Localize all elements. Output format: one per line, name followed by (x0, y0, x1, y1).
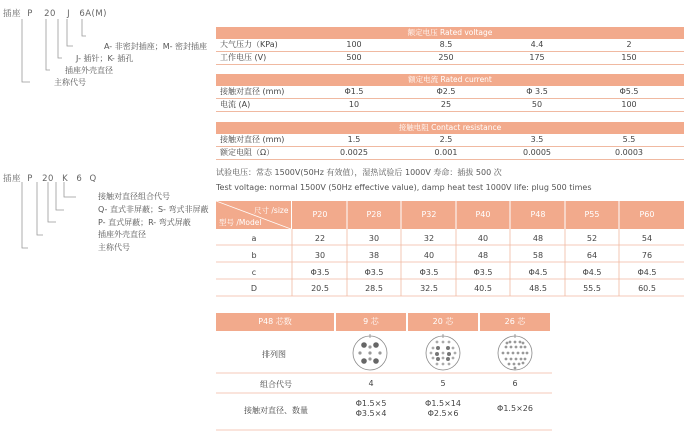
row-label-code: 组合代号 (260, 380, 292, 389)
code2-label-4: 主称代号 (98, 243, 130, 252)
cell: 10 (348, 100, 360, 109)
cell: Φ4.5 (637, 268, 657, 277)
cell: 500 (346, 53, 362, 62)
code1-chars (3, 7, 107, 19)
contact-spec: Φ3.5×4 (355, 409, 387, 418)
cell: 32 (423, 234, 435, 243)
table-row (216, 39, 684, 52)
code1-label-0: A- 非密封插座；M- 密封插座 (104, 42, 208, 51)
test-note-en: Test voltage: normal 1500V (50Hz effective value), damp heat test 1000V life: plug 500 times (216, 183, 592, 192)
col-header: P48 (530, 210, 546, 219)
cell: 30 (314, 251, 326, 260)
cell: 32.5 (420, 284, 438, 293)
code1-char-diameter: 20 (44, 9, 56, 19)
cores-table (216, 313, 552, 431)
cell: Φ4.5 (528, 268, 548, 277)
cell: 0.0005 (523, 148, 551, 157)
cell: 5.5 (622, 135, 636, 144)
current-table (216, 74, 684, 112)
contact-spec: Φ1.5×26 (497, 404, 533, 413)
code1-char-p: P (27, 9, 33, 19)
cell: Φ3.5 (310, 268, 330, 277)
cell: 100 (346, 40, 362, 49)
row-label: 接触对直径 (mm) (220, 135, 285, 144)
cell: 0.001 (434, 148, 458, 157)
cell: 3.5 (530, 135, 544, 144)
col-header: 9 芯 (336, 313, 406, 331)
row-label: D (250, 284, 258, 293)
col-header: P32 (421, 210, 437, 219)
cell: Φ4.5 (582, 268, 602, 277)
voltage-table (216, 27, 684, 65)
cell: 2 (626, 40, 632, 49)
cell: 52 (586, 234, 598, 243)
header-model: 型号 /Model (219, 218, 262, 227)
code2-char-diameter: 20 (42, 174, 54, 184)
cell: 175 (529, 53, 545, 62)
test-note-cn: 试验电压：常态 1500V(50Hz 有效值），湿热试验后 1000V 寿命：插拔 500 次 (216, 168, 502, 177)
cell: 48 (532, 234, 544, 243)
cell: Φ2.5 (436, 87, 456, 96)
cell: 76 (641, 251, 653, 260)
cell: 100 (621, 100, 637, 109)
code2-char-contact: K (62, 174, 69, 184)
dimensions-table (216, 201, 684, 297)
code2-char-prefix: 插座 (3, 174, 22, 184)
current-table-title: 额定电流 Rated current (216, 74, 684, 86)
cell: 40 (477, 234, 489, 243)
col-header: P60 (639, 210, 655, 219)
cell: 20.5 (311, 284, 329, 293)
code2-label-2: P- 直式屏蔽；R- 弯式屏蔽 (98, 218, 191, 227)
cell: 55.5 (583, 284, 601, 293)
col-header: P55 (584, 210, 600, 219)
cell: 8.5 (439, 40, 453, 49)
col-header: P28 (366, 210, 382, 219)
cell: Φ3.5 (364, 268, 384, 277)
contact-spec: Φ1.5×5 (355, 399, 387, 408)
voltage-table-title: 额定电压 Rated voltage (216, 27, 684, 39)
col-header: 20 芯 (408, 313, 478, 331)
cell: 0.0025 (340, 148, 368, 157)
resistance-table (216, 122, 684, 160)
cell: 50 (531, 100, 543, 109)
cell: 1.5 (347, 135, 361, 144)
table-row (216, 134, 684, 147)
cell: 64 (586, 251, 598, 260)
cell: 28.5 (365, 284, 383, 293)
cell: 4.4 (530, 40, 544, 49)
cell: 40.5 (474, 284, 492, 293)
contact-spec: Φ1.5×14 (425, 399, 461, 408)
row-label: c (251, 268, 257, 277)
cell: 22 (314, 234, 326, 243)
row-label: b (251, 251, 257, 260)
row-label: 工作电压 (V) (220, 53, 267, 62)
row-label: 电流 (A) (220, 100, 251, 109)
layout-26-core-icon (496, 334, 534, 372)
cell: 150 (621, 53, 637, 62)
cell: Φ3.5 (419, 268, 439, 277)
cell: 0.0003 (615, 148, 643, 157)
cell: 250 (438, 53, 454, 62)
combo-code: 5 (440, 379, 446, 388)
layout-9-core-icon (351, 334, 389, 372)
row-label: a (251, 234, 257, 243)
code2-chars (3, 172, 97, 184)
code1-label-1: J- 插针；K- 插孔 (76, 54, 134, 63)
cell: 58 (532, 251, 544, 260)
code2-char-combo: 6 (76, 174, 83, 184)
dims-grid (216, 201, 684, 297)
cell: Φ1.5 (344, 87, 364, 96)
layout-20-core-icon (424, 334, 462, 372)
code2-char-form: Q (89, 174, 97, 184)
cores-header: P48 芯数 (216, 313, 334, 331)
code1-char-prefix: 插座 (3, 9, 22, 19)
row-label-layout: 排列图 (262, 350, 286, 359)
cell: 30 (368, 234, 380, 243)
cell: Φ 3.5 (526, 87, 548, 96)
col-header: P20 (312, 210, 328, 219)
row-label: 大气压力（KPa) (220, 40, 278, 49)
code2-char-p: P (27, 174, 33, 184)
code1-char-contact: J (67, 9, 71, 19)
cell: 40 (423, 251, 435, 260)
cell: 38 (368, 251, 380, 260)
cell: 54 (641, 234, 653, 243)
table-row (216, 147, 684, 160)
combo-code: 4 (368, 379, 374, 388)
cell: 25 (440, 100, 452, 109)
code1-label-2: 插座外壳直径 (65, 66, 113, 75)
row-label: 额定电阻（Ω） (220, 148, 275, 157)
code1-label-3: 主称代号 (54, 78, 86, 87)
code1-char-type: 6A(M) (79, 9, 108, 19)
table-row (216, 52, 684, 65)
table-row (216, 99, 684, 112)
cell: 48 (477, 251, 489, 260)
resistance-table-title: 接触电阻 Contact resistance (216, 122, 684, 134)
header-size: 尺寸 /size (254, 206, 289, 215)
cell: 2.5 (439, 135, 453, 144)
cell: Φ3.5 (473, 268, 493, 277)
code2-label-1: Q- 直式非屏蔽；S- 弯式非屏蔽 (98, 205, 209, 214)
table-row (216, 86, 684, 99)
cell: Φ5.5 (619, 87, 639, 96)
code2-label-0: 接触对直径组合代号 (98, 192, 170, 201)
col-header: P40 (475, 210, 491, 219)
cell: 60.5 (638, 284, 656, 293)
cell: 48.5 (529, 284, 547, 293)
contact-spec: Φ2.5×6 (427, 409, 459, 418)
col-header: 26 芯 (480, 313, 550, 331)
code2-label-3: 插座外壳直径 (98, 230, 146, 239)
row-label: 接触对直径 (mm) (220, 87, 285, 96)
combo-code: 6 (512, 379, 518, 388)
row-label-spec: 接触对直径、数量 (244, 406, 308, 415)
